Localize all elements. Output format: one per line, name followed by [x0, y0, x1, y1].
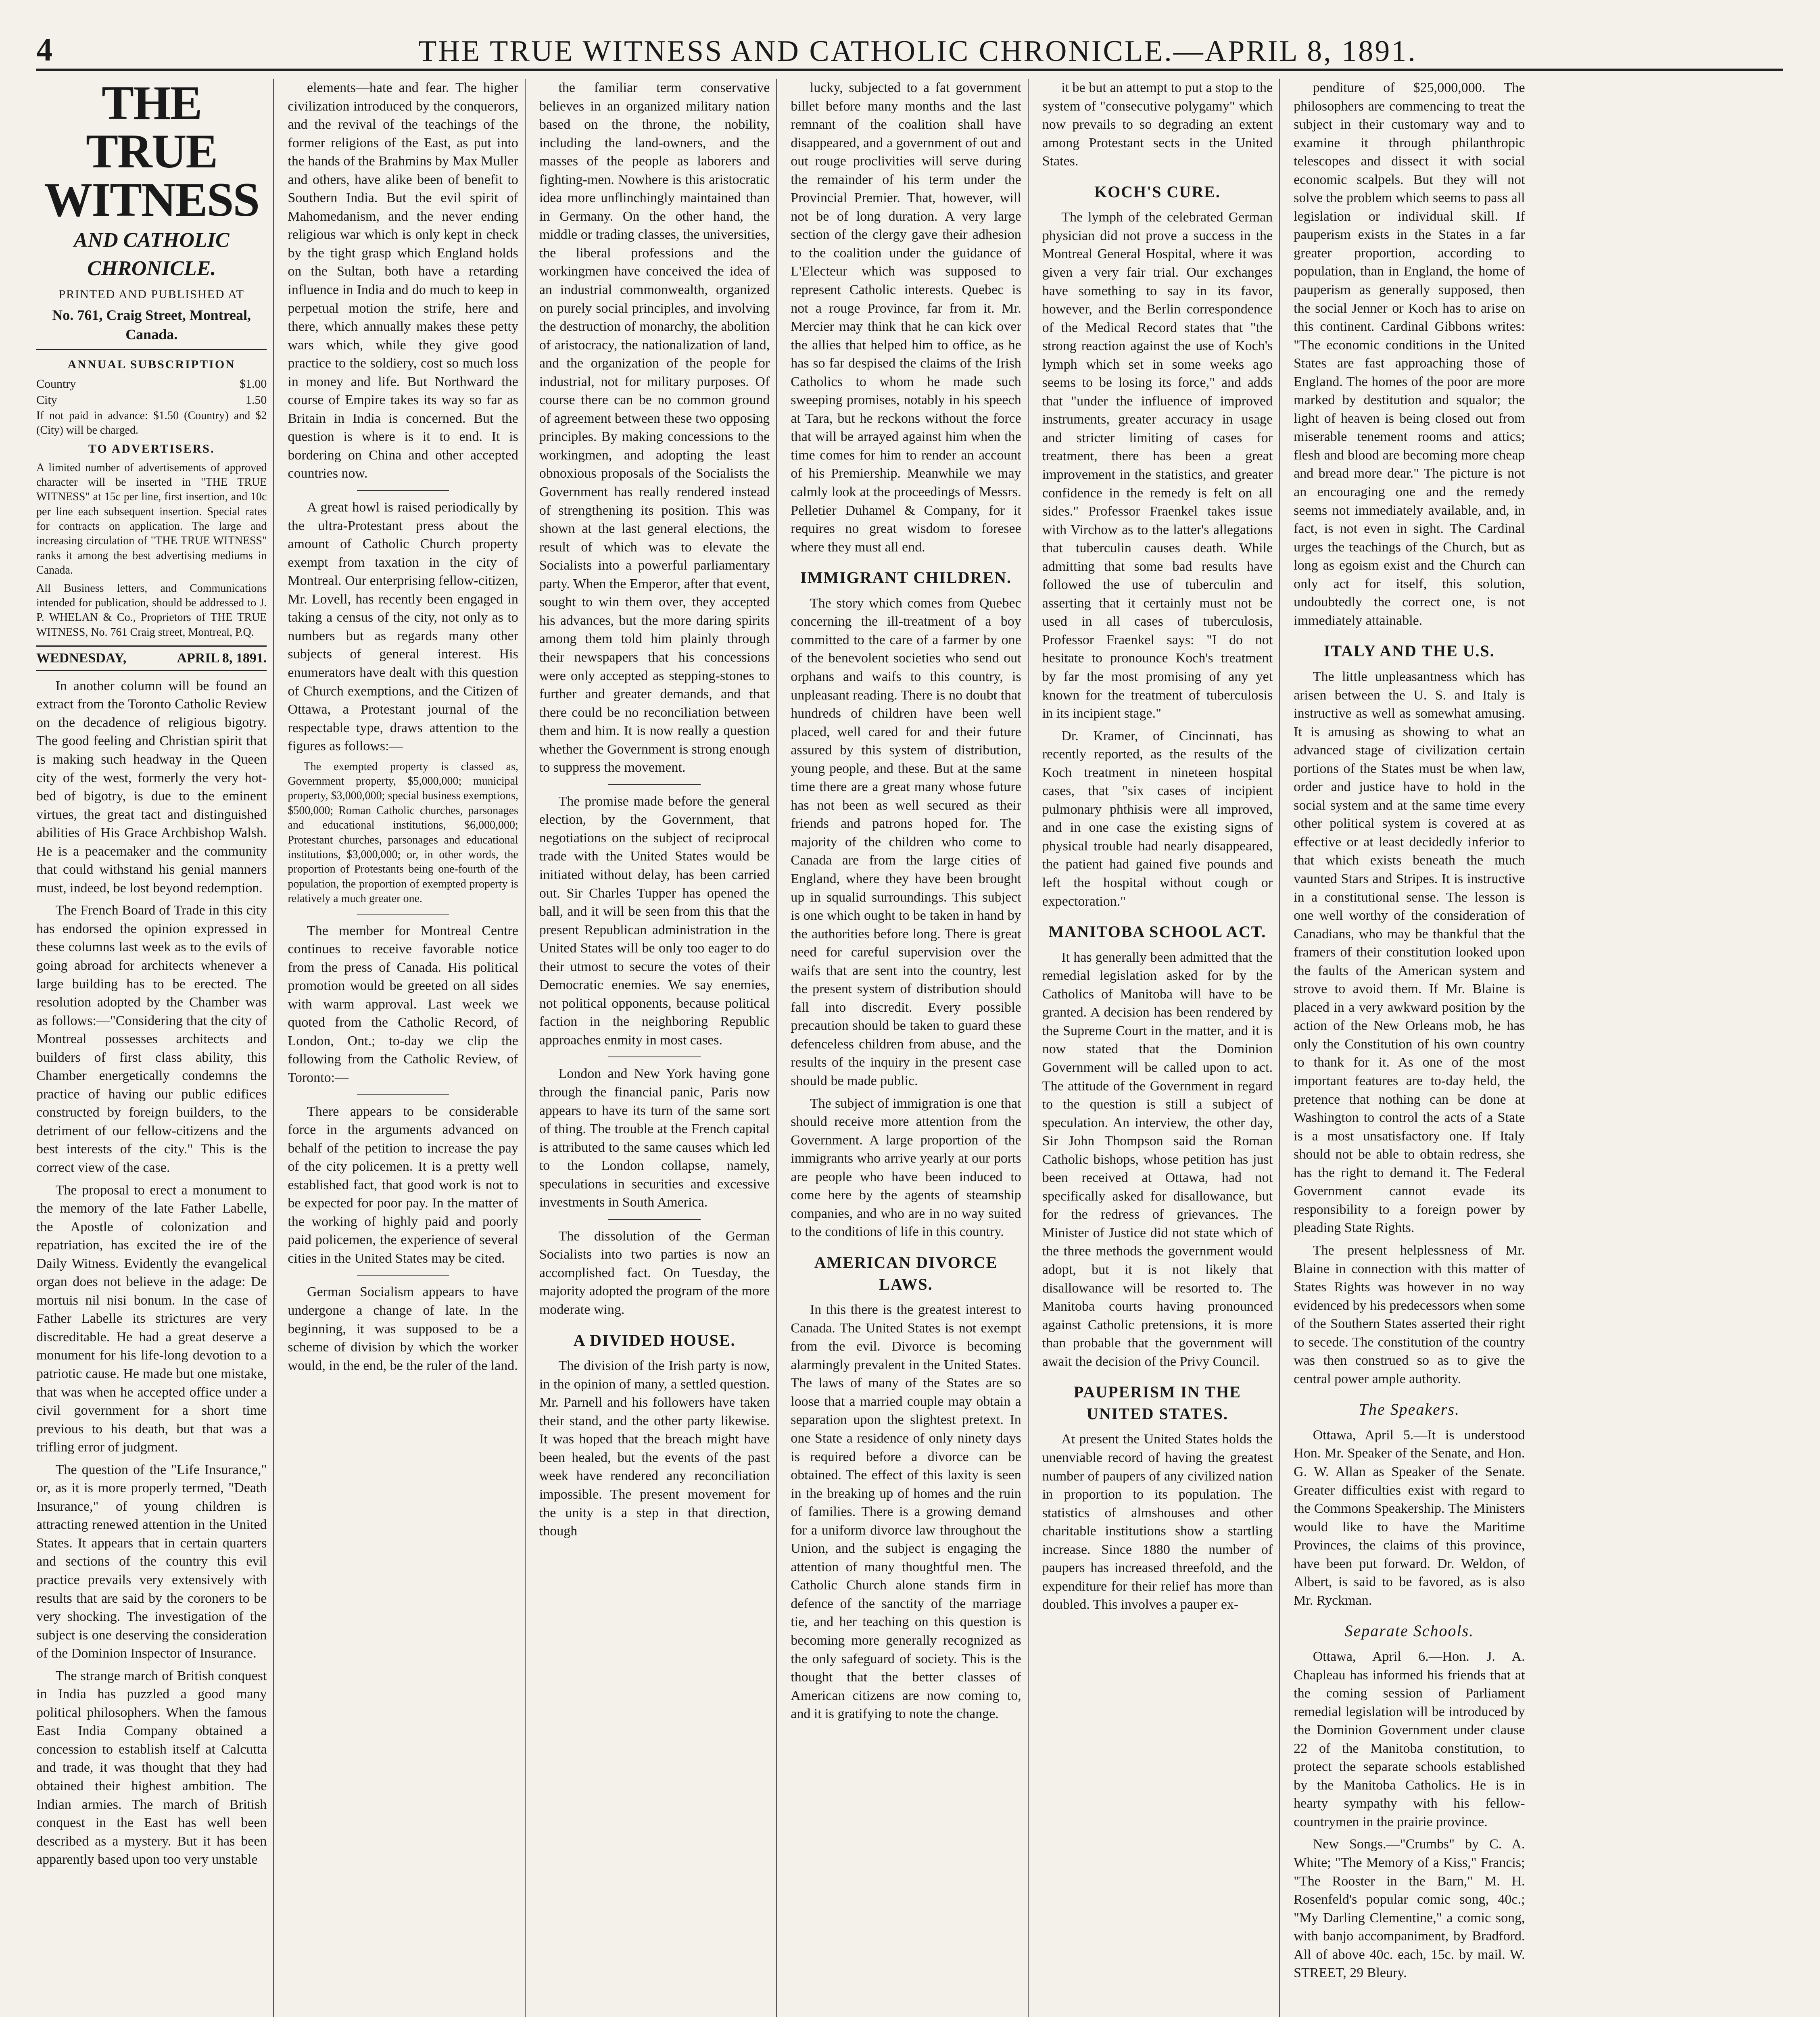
article-paragraph: The lymph of the celebrated German physician did not prove a success in the Montreal General Hospital, where it was given a very fair trial. Our exchanges have something to say in its favor, however, and the Berlin correspondence of the Medical Record states that "the strong reaction against the use of Koch's lymph which set in some weeks ago seems to be losing its force," and adds that "under the influence of improved instruments, greater accuracy in usage and stricter limiting of cases for treatment, there has been a great improvement in the statistics, and greater confidence in the remedy is felt on all sides." Professor Fraenkel takes issue with Virchow as to the latter's allegations that tuberculin causes death. While admitting that some bad results have followed the use of tuberculin and asserting that it certainly must not be used in all cases of tuberculosis, Professor Fraenkel says: "I do not hesitate to pronounce Koch's treatment by far the most promising of any yet known for the treatment of tuberculosis in its incipient stage." — [1042, 210, 1273, 721]
editorial-paragraph: the familiar term conservative believes in an organized military nation based on the throne, the nobility, including the land-owners, and the masses of the people as laborers and fighting-men. Nowhere is this aristocratic idea more unflinchingly maintained than in Germany. On the other hand, the middle or trading classes, the universities, the liberal professions and the workingmen have conceived the idea of an industrial commonwealth, organized on purely social principles, and involving the destruction of monarchy, the abolition of aristocracy, the nationalization of land, and the organization of the people for industrial, not for military purposes. Of course there can be no common ground of agreement between these two opposing principles. By making concessions to the workingmen, and adopting the least obnoxious proposals of the Socialists the Government has really rendered instead of strengthening its position. This was shown at the last general elections, the result of which was to elevate the Socialists into a powerful parliamentary party. When the Emperor, after that event, sought to win them over, they accepted his advances, but the more daring spirits among them told him plainly through their newspapers that his concessions were only accepted as stepping-stones to further and greater demands, and that there could be no reconciliation between them and him. It is now really a question whether the Government is strong enough to suppress the movement. — [539, 80, 770, 775]
editorial-paragraph: The promise made before the general election, by the Government, that negotiations on the subject of reciprocal trade with the United States would be initiated without delay, has been carried out. Sir Charles Tupper has opened the ball, and it will be seen from this that the present Republican administration in the United States will be only too eager to do their utmost to secure the votes of their Democratic enemies. We say enemies, not political opponents, because political faction in the neighboring Republic approaches enmity in most cases. — [539, 793, 770, 1048]
editorial-paragraph: it be but an attempt to put a stop to the system of "consecutive polygamy" which now prevails to so degrading an extent among Protestant sects in the United States. — [1042, 80, 1273, 169]
divider — [357, 914, 449, 915]
dateline-day: WEDNESDAY, — [36, 651, 127, 666]
advertisers-letters: All Business letters, and Communications intended for publication, should be addressed to J. P. WHELAN & Co., Proprietors of THE TRUE WITNESS, No. 761 Craig street, Montreal, P.Q. — [36, 582, 267, 639]
divider — [608, 1219, 701, 1220]
column-4 — [791, 79, 1028, 2017]
subscription-rates — [36, 376, 267, 408]
divider — [357, 1094, 449, 1095]
article-paragraph: The present helplessness of Mr. Blaine in connection with this matter of States Rights was however in no way evidenced by his predecessors when some of the Southern States asserted their right to secede. The constitution of the country was then construed so as to give the central power ample authority. — [1294, 1242, 1525, 1386]
column-3 — [539, 79, 777, 2017]
advertisement-paragraph: New Songs.—"Crumbs" by C. A. White; "The Memory of a Kiss," Francis; "The Rooster in the Barn," M. H. Rosenfeld's popular comic song, 40c.; "My Darling Clementine," a comic song, with banjo accompaniment, by Bradford. All of above 40c. each, 15c. by mail. W. STREET, 29 Bleury. — [1294, 1837, 1525, 1981]
article-paragraph: The subject of immigration is one that should receive more attention from the Government. A large proportion of the immigrants who arrive yearly at our ports are people who have been induced to come here by the agents of steamship companies, and who are in no way suited to the conditions of life in this country. — [791, 1096, 1021, 1240]
editorial-paragraph: The French Board of Trade in this city has endorsed the opinion expressed in these columns last week as to the evils of going abroad for architects whenever a large building has to be erected. The resolution adopted by the Chamber was as follows:—"Considering that the city of Montreal possesses architects and builders of first class ability, this Chamber energetically condemns the practice of having our public edifices constructed by foreign builders, to the detriment of our fellow-citizens and the best interests of the city." This is the correct view of the case. — [36, 903, 267, 1175]
article-heading: IMMIGRANT CHILDREN. — [800, 568, 1012, 587]
masthead-address: No. 761, Craig Street, Montreal, Canada. — [52, 307, 251, 342]
article-paragraph: Dr. Kramer, of Cincinnati, has recently reported, as the results of the Koch treatment in nineteen hospital cases, that "six cases of incipient pulmonary phthisis were all improved, and in one case the existing signs of physical trouble had nearly disappeared, the patient had gained five pounds and left the hospital without cough or expectoration." — [1042, 728, 1273, 909]
masthead-printed-by: PRINTED AND PUBLISHED AT — [58, 288, 244, 301]
article-heading: A DIVIDED HOUSE. — [573, 1331, 736, 1349]
editorial-paragraph: lucky, subjected to a fat government billet before many months and the last remnant of the coalition shall have disappeared, and a government of out and out rouge proclivities will serve during the remainder of his term under the Provincial Premier. That, however, will not be of long duration. A very large section of the clergy gave their adhesion to the coalition under the guidance of L'Electeur which was supposed to represent Catholic interests. Quebec is not a rouge Province, far from it. Mr. Mercier may think that he can kick over the allies that helped him to office, as he has so far despised the claims of the Irish Catholics to whom he made such sweeping promises, notably in his speech at Tara, but he reckons without the force that will be arrayed against him when the time comes for him to render an account of his Premiership. Meanwhile we may calmly look at the proceedings of Messrs. Pelletier Duhamel & Company, for it requires no great wisdom to foresee where they must all end. — [791, 80, 1021, 555]
subscription-heading: ANNUAL SUBSCRIPTION — [67, 358, 236, 371]
editorial-paragraph: The dissolution of the German Socialists into two parties is now an accomplished fact. On Tuesday, the majority adopted the program of the more moderate wing. — [539, 1228, 770, 1317]
column-1 — [36, 79, 274, 2017]
rate-row-city — [36, 392, 267, 408]
page-number: 4 — [36, 32, 52, 68]
running-head — [36, 24, 1783, 71]
article-paragraph: The little unpleasantness which has arisen between the U. S. and Italy is instructive as well as somewhat amusing. It is amusing as showing to what an advanced stage of civilization certain portions of the States must be when law, order and justice have to hold in the social system and at the same time every other political system is covered at as effective or at least decidedly inferior to that which exists beneath the much vaunted Stars and Stripes. It is instructive in a constitutional sense. The lesson is one well worthy of the consideration of Canadians, who may be thankful that the framers of their constitution looked upon the faults of the American system and strove to avoid them. If Mr. Blaine is placed in a very awkward position by the action of the New Orleans mob, he has only the Constitution of his own country to thank for it. As one of the most important features are to-day held, the pretence that nothing can be done at Washington to control the acts of a State is a most unsatisfactory one. If Italy should not be able to obtain redress, she has the right to demand it. The Federal Government cannot evade its responsibility to a foreign power by pleading State Rights. — [1294, 669, 1525, 1236]
masthead — [36, 79, 267, 350]
article-heading: AMERICAN DIVORCE LAWS. — [814, 1253, 998, 1293]
masthead-title: THE TRUE WITNESS — [44, 79, 259, 226]
article-paragraph: In this there is the greatest interest to Canada. The United States is not exempt from the evil. Divorce is becoming alarmingly prevalent in the United States. The laws of many of the States are so loose that a married couple may obtain a separation upon the slightest pretext. In one State a residence of only ninety days is required before a divorce can be obtained. The effect of this laxity is seen in the breaking up of homes and the ruin of families. There is a growing demand for a uniform divorce law throughout the Union, and the subject is engaging the attention of many thoughtful men. The Catholic Church alone stands firm in defence of the sanctity of the marriage tie, and her teaching on this question is becoming more generally recognized as the only safeguard of society. This is the thought that the better classes of American citizens are now coming to, and it is gratifying to note the change. — [791, 1302, 1021, 1722]
article-heading: The Speakers. — [1359, 1400, 1460, 1419]
editorial-paragraph: A great howl is raised periodically by the ultra-Protestant press about the amount of Catholic Church property exempt from taxation in the city of Montreal. Our enterprising fellow-citizen, Mr. Lovell, has recently been engaged in taking a census of the city, not only as to numbers but as regards many other subjects of general interest. His enumerators have dealt with this question of Church exemptions, and the Citizen of Ottawa, a Protestant journal of the respectable type, draws attention to the figures as follows:— — [288, 500, 518, 754]
article-heading: MANITOBA SCHOOL ACT. — [1048, 923, 1267, 941]
article-heading: PAUPERISM IN THE UNITED STATES. — [1073, 1383, 1241, 1423]
editorial-paragraph: The member for Montreal Centre continues to receive favorable notice from the press of Canada. His political promotion would be greeted on all sides with warm approval. Last week we quoted from the Catholic Record, of London, Ont.; to-day we clip the following from the Catholic Review, of Toronto:— — [288, 923, 518, 1085]
editorial-paragraph: penditure of $25,000,000. The philosophers are commencing to treat the subject in their customary way and to examine it through philanthropic telescopes and dissect it with social economic scalpels. But they will not solve the problem which seems to pass all legislation or individual skill. If pauperism exists in the States in a far greater proportion, according to population, than in England, the home of pauperism as generally supposed, then the social Jenner or Koch has to arise on this continent. Cardinal Gibbons writes: "The economic conditions in the United States are fast approaching those of England. The homes of the poor are more marked by destitution and squalor; the light of heaven is being closed out from miserable tenement rooms and attics; flesh and blood are becoming more cheap and bread more dear." The picture is not an encouraging one and the remedy seems not immediately available, and, in fact, is not even in sight. The Cardinal urges the teachings of the Church, but as long as egoism exist and the Church can only act for itself, this solution, undoubtedly the correct one, is not immediately attainable. — [1294, 80, 1525, 628]
quoted-paragraph: The exempted property is classed as, Government property, $5,000,000; municipal property, $3,000,000; special business exemptions, $500,000; Roman Catholic churches, parsonages and educational institutions, $6,000,000; Protestant churches, parsonages and educational institutions, $3,000,000; or, in other words, the proportion of Protestants being one-fourth of the population, the proportion of exempted property is relatively a much greater one. — [288, 760, 518, 905]
dateline-date: APRIL 8, 1891. — [177, 651, 267, 666]
rate-country-price: $1.00 — [239, 377, 267, 391]
editorial-paragraph: The strange march of British conquest in India has puzzled a good many political philosophers. When the famous East India Company obtained a concession to establish itself at Calcutta and trade, it was thought that they had obtained their highest ambition. The Indian armies. The march of British conquest in the East has well been described as a mystery. But it has been apparently based upon too very unstable — [36, 1668, 267, 1867]
article-paragraph: Ottawa, April 6.—Hon. J. A. Chapleau has informed his friends that at the coming session of Parliament remedial legislation will be introduced by the Dominion Government under clause 22 of the Manitoba constitution, to protect the separate schools established by the Manitoba Catholics. He is in hearty sympathy with his fellow-countrymen in the prairie province. — [1294, 1649, 1525, 1829]
running-title: THE TRUE WITNESS AND CATHOLIC CHRONICLE.—APRIL 8, 1891. — [418, 35, 1417, 68]
rate-city-price: 1.50 — [245, 393, 267, 407]
subscription-note: If not paid in advance: $1.50 (Country) and $2 (City) will be charged. — [36, 409, 267, 436]
article-paragraph: Ottawa, April 5.—It is understood Hon. Mr. Speaker of the Senate, and Hon. G. W. Allan as Speaker of the Senate. Greater difficulties exist with regard to the Commons Speakership. The Ministers would like to have the Maritime Provinces, the claims of this province, have been put forward. Dr. Weldon, of Albert, is said to be favored, as is also Mr. Ryckman. — [1294, 1427, 1525, 1608]
masthead-subtitle: AND CATHOLIC CHRONICLE. — [73, 229, 230, 280]
article-paragraph: At present the United States holds the unenviable record of having the greatest number of paupers of any civilized nation in proportion to its population. The statistics of almshouses and other charitable institutions show a startling increase. Since 1880 the number of paupers has increased threefold, and the expenditure for their relief has more than doubled. This involves a pauper ex- — [1042, 1432, 1273, 1612]
divider — [357, 1275, 449, 1276]
article-heading: KOCH'S CURE. — [1094, 182, 1221, 201]
dateline — [36, 645, 267, 671]
editorial-paragraph: London and New York having gone through the financial panic, Paris now appears to have its turn of the same sort of thing. The trouble at the French capital is attributed to the same causes which led to the London collapse, namely, speculations in securities and excessive investments in South America. — [539, 1066, 770, 1210]
divider — [608, 784, 701, 785]
newspaper-columns — [36, 79, 1783, 2017]
column-2 — [288, 79, 525, 2017]
article-paragraph: The story which comes from Quebec concerning the ill-treatment of a boy committed to the care of a farmer by one of the benevolent societies who send out orphans and waifs to this country, is unpleasant reading. There is no doubt that hundreds of children have been well placed, well cared for and their future assured by this system of distribution, young people, and these. But at the same time there are a great many whose future has not been as well secured as their friends and patrons hoped for. The majority of the children who come to Canada are from the large cities of England, where they have been brought up in squalid surroundings. This subject is one which ought to be taken in hand by the authorities before long. There is great need for careful supervision over the waifs that are sent into the country, lest the present system of distribution should fall into discredit. Every possible precaution should be taken to guard these defenceless children from abuse, and the results of the inquiry in the present case should be made public. — [791, 595, 1021, 1089]
rate-city-label: City — [36, 393, 57, 407]
advertisers-heading: TO ADVERTISERS. — [88, 442, 215, 456]
article-paragraph: The division of the Irish party is now, in the opinion of many, a settled question. Mr. Parnell and his followers have taken their stand, and the other party likewise. It was hoped that the breach might have been healed, but the events of the past week have rendered any reconciliation impossible. The present movement for the unity is a step in that direction, though — [539, 1358, 770, 1539]
editorial-paragraph: The proposal to erect a monument to the memory of the late Father Labelle, the Apostle of colonization and repatriation, has excited the ire of the Daily Witness. Evidently the evangelical organ does not believe in the adage: De mortuis nil nisi bonum. In the case of Father Labelle its strictures are very discreditable. He had a great deserve a monument for his life-long devotion to a patriotic cause. He made but one mistake, that was when he accepted office under a civil government for a short time previous to his death, but that was a trifling error of judgment. — [36, 1182, 267, 1455]
divider — [357, 490, 449, 491]
article-heading: ITALY AND THE U.S. — [1323, 642, 1495, 660]
editorial-paragraph: German Socialism appears to have undergone a change of late. In the beginning, it was supposed to be a scheme of division by which the worker would, in the end, be the ruler of the land. — [288, 1284, 518, 1373]
article-heading: Separate Schools. — [1344, 1622, 1474, 1640]
column-6 — [1294, 79, 1531, 2017]
editorial-paragraph: elements—hate and fear. The higher civilization introduced by the conquerors, and the revival of the teachings of the former religions of the East, as put into the hands of the Brahmins by Max Muller and others, have alike been of benefit to Southern India. But the evil spirit of Mahomedanism, and the never ending religious war which is only kept in check by the tight grasp which England holds on the Sultan, both have a retarding influence in India and do much to keep in perpetual motion the strife, here and there, which annually makes these petty wars which, while they give good practice to the soldiery, cost so much loss in money and life. But Northward the course of Empire takes its way so far as Britain in India is concerned. But the question is where is it to end. It is bordering on China and other accepted countries now. — [288, 80, 518, 481]
rate-row-country — [36, 376, 267, 392]
editorial-paragraph: In another column will be found an extract from the Toronto Catholic Review on the decadence of religious bigotry. The good feeling and Christian spirit that is making such headway in the Queen city of the west, formerly the very hot-bed of bigotry, is due to the eminent virtues, the great tact and distinguished abilities of His Grace Archbishop Walsh. He is a peacemaker and the community that could withstand his genial manners must, indeed, be lost beyond redemption. — [36, 678, 267, 896]
rate-country-label: Country — [36, 377, 76, 391]
article-paragraph: It has generally been admitted that the remedial legislation asked for by the Catholics of Manitoba will have to be granted. A decision has been rendered by the Supreme Court in the matter, and it is now stated that the Dominion Government will be called upon to act. The attitude of the Government in regard to the question is still a subject of speculation. An interview, the other day, Sir John Thompson said the Roman Catholic bishops, whose petition has just been received at Ottawa, had not specifically asked for disallowance, but for the redress of grievances. The Minister of Justice did not state which of the three methods the government would adopt, but it is not likely that disallowance will be resorted to. The Manitoba courts having pronounced against Catholic pretensions, it is more than probable that the government will await the decision of the Privy Council. — [1042, 950, 1273, 1369]
column-5 — [1042, 79, 1280, 2017]
advertisers-text: A limited number of advertisements of approved character will be inserted in "THE TRUE WITNESS" at 15c per line, first insertion, and 10c per line each subsequent insertion. Special rates for contracts on application. The large and increasing circulation of "THE TRUE WITNESS" ranks it among the best advertising mediums in Canada. — [36, 461, 267, 577]
editorial-paragraph: The question of the "Life Insurance," or, as it is more properly termed, "Death Insurance," of young children is attracting renewed attention in the United States. It appears that in certain quarters and sections of the country this evil practice prevails very extensively with results that are said by the coroners to be very shocking. The investigation of the subject is one deserving the consideration of the Dominion Inspector of Insurance. — [36, 1462, 267, 1661]
editorial-paragraph: There appears to be considerable force in the arguments advanced on behalf of the petition to increase the pay of the city policemen. It is a pretty well established fact, that good work is not to be expected for poor pay. In the matter of the working of highly paid and poorly paid policemen, the experience of several cities in the United States may be cited. — [288, 1104, 518, 1266]
